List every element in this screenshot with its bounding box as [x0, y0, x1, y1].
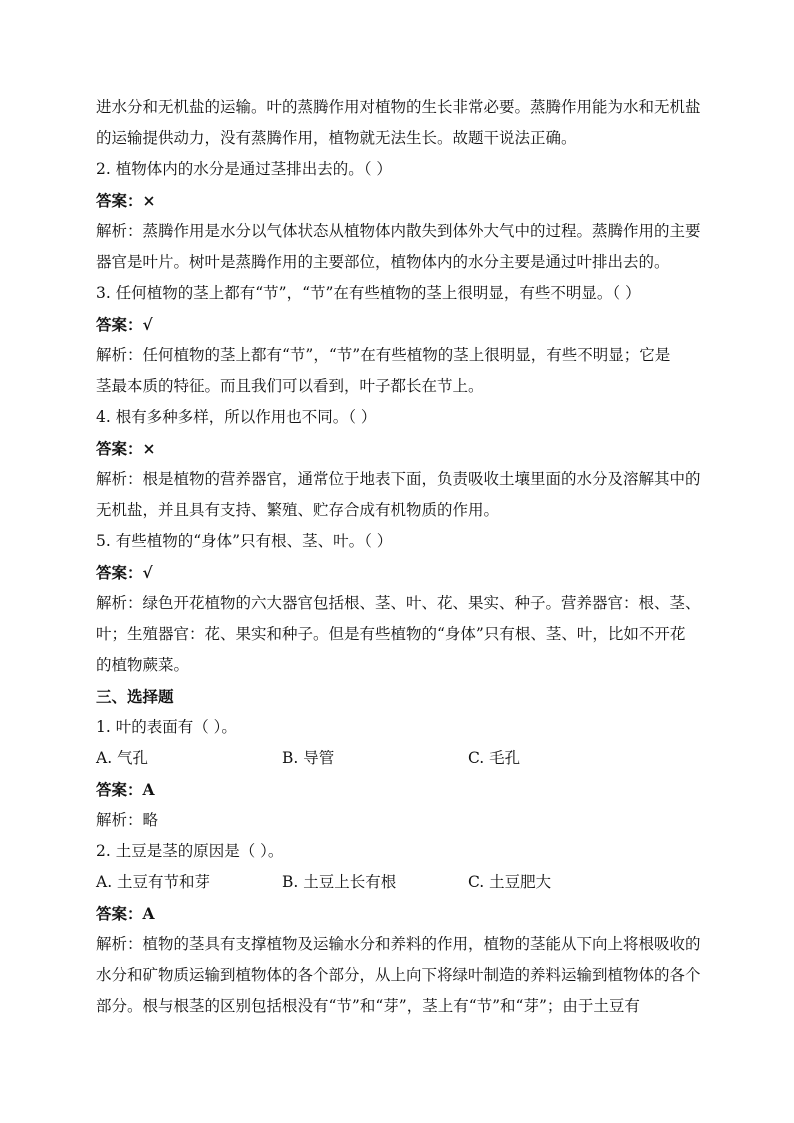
bold-line: 答案：√ — [96, 315, 153, 334]
q1-option-b: B. 导管 — [282, 749, 335, 767]
document-body-top — [96, 92, 736, 743]
bold-line: 答案：A — [96, 904, 155, 923]
text-line: 3. 任何植物的茎上都有“节”，“节”在有些植物的茎上很明显，有些不明显。（ ） — [96, 284, 641, 302]
text-line: 器官是叶片。树叶是蒸腾作用的主要部位，植物体内的水分主要是通过叶排出去的。 — [96, 253, 670, 271]
q1-answer-block — [96, 774, 736, 867]
q1-option-c: C. 毛孔 — [468, 749, 521, 767]
text-line: 的植物蕨菜。 — [96, 656, 190, 674]
q2-option-a: A. 土豆有节和芽 — [96, 873, 211, 891]
q2-answer-block — [96, 898, 736, 1022]
text-line: 的运输提供动力，没有蒸腾作用，植物就无法生长。故题干说法正确。 — [96, 129, 577, 147]
text-line: 无机盐，并且具有支持、繁殖、贮存合成有机物质的作用。 — [96, 501, 500, 519]
text-line: 茎最本质的特征。而且我们可以看到，叶子都长在节上。 — [96, 377, 484, 395]
text-line: 解析：任何植物的茎上都有“节”，“节”在有些植物的茎上很明显，有些不明显；它是 — [96, 346, 671, 364]
text-line: 1. 叶的表面有（ ）。 — [96, 718, 237, 736]
text-line: 水分和矿物质运输到植物体的各个部分，从上向下将绿叶制造的养料运输到植物体的各个 — [96, 966, 701, 984]
text-line: 解析：植物的茎具有支撑植物及运输水分和养料的作用，植物的茎能从下向上将根吸收的 — [96, 935, 701, 953]
text-line: 部分。根与根茎的区别包括根没有“节”和“芽”，茎上有“节”和“芽”；由于土豆有 — [96, 997, 640, 1015]
q2-options — [96, 867, 736, 898]
q2-option-b: B. 土豆上长有根 — [282, 873, 397, 891]
text-line: 5. 有些植物的“身体”只有根、茎、叶。（ ） — [96, 532, 393, 550]
text-line: 叶；生殖器官：花、果实和种子。但是有些植物的“身体”只有根、茎、叶，比如不开花 — [96, 625, 686, 643]
text-line: 解析：绿色开花植物的六大器官包括根、茎、叶、花、果实、种子。营养器官：根、茎、 — [96, 594, 701, 612]
text-line: 4. 根有多种多样，所以作用也不同。（ ） — [96, 408, 377, 426]
text-line: 解析：蒸腾作用是水分以气体状态从植物体内散失到体外大气中的过程。蒸腾作用的主要 — [96, 222, 701, 240]
text-line: 解析：根是植物的营养器官，通常位于地表下面，负责吸收土壤里面的水分及溶解其中的 — [96, 470, 701, 488]
bold-line: 三、选择题 — [96, 687, 174, 706]
q2-option-c: C. 土豆肥大 — [468, 873, 552, 891]
text-line: 进水分和无机盐的运输。叶的蒸腾作用对植物的生长非常必要。蒸腾作用能为水和无机盐 — [96, 98, 701, 116]
text-line: 解析：略 — [96, 811, 159, 829]
q1-options — [96, 743, 736, 774]
text-line: 2. 植物体内的水分是通过茎排出去的。（ ） — [96, 160, 392, 178]
bold-line: 答案：√ — [96, 563, 153, 582]
text-line: 2. 土豆是茎的原因是（ ）。 — [96, 842, 284, 860]
bold-line: 答案：A — [96, 780, 155, 799]
document-page — [96, 92, 736, 1022]
bold-line: 答案：× — [96, 191, 156, 210]
q1-option-a: A. 气孔 — [96, 749, 149, 767]
bold-line: 答案：× — [96, 439, 156, 458]
